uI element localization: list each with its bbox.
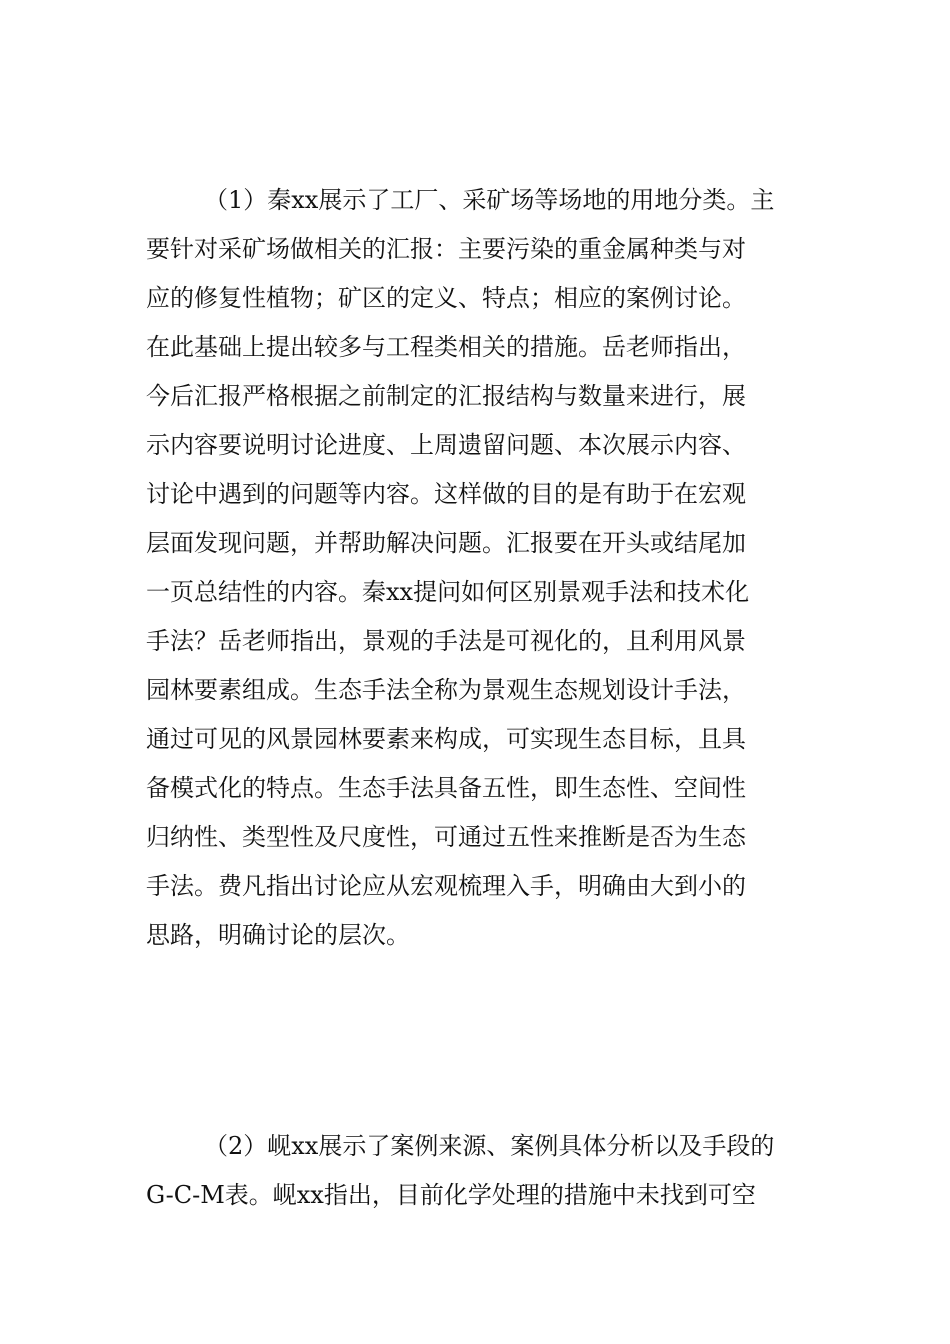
- text-line: 讨论中遇到的问题等内容。这样做的目的是有助于在宏观: [146, 480, 746, 508]
- text-line: 应的修复性植物；矿区的定义、特点；相应的案例讨论。: [146, 284, 746, 312]
- text-line: 手法？岳老师指出，景观的手法是可视化的，且利用风景: [146, 627, 746, 655]
- text-line: 思路，明确讨论的层次。: [146, 921, 410, 949]
- text-line: 在此基础上提出较多与工程类相关的措施。岳老师指出，: [146, 333, 746, 361]
- text-line: 一页总结性的内容。秦xx提问如何区别景观手法和技术化: [146, 578, 750, 606]
- text-line: 层面发现问题，并帮助解决问题。汇报要在开头或结尾加: [146, 529, 746, 557]
- text-line: 要针对采矿场做相关的汇报：主要污染的重金属种类与对: [146, 235, 746, 263]
- text-line: 今后汇报严格根据之前制定的汇报结构与数量来进行，展: [146, 382, 746, 410]
- text-line: 备模式化的特点。生态手法具备五性，即生态性、空间性: [146, 774, 746, 802]
- text-line: 归纳性、类型性及尺度性，可通过五性来推断是否为生态: [146, 823, 746, 851]
- text-line: （1）秦xx展示了工厂、采矿场等场地的用地分类。主: [204, 186, 775, 214]
- text-line: G-C-M表。岘xx指出，目前化学处理的措施中未找到可空: [146, 1181, 756, 1209]
- text-line: （2）岘xx展示了案例来源、案例具体分析以及手段的: [204, 1132, 775, 1160]
- text-line: 手法。费凡指出讨论应从宏观梳理入手，明确由大到小的: [146, 872, 746, 900]
- text-line: 示内容要说明讨论进度、上周遗留问题、本次展示内容、: [146, 431, 746, 459]
- text-line: 通过可见的风景园林要素来构成，可实现生态目标，且具: [146, 725, 746, 753]
- text-line: 园林要素组成。生态手法全称为景观生态规划设计手法，: [146, 676, 746, 704]
